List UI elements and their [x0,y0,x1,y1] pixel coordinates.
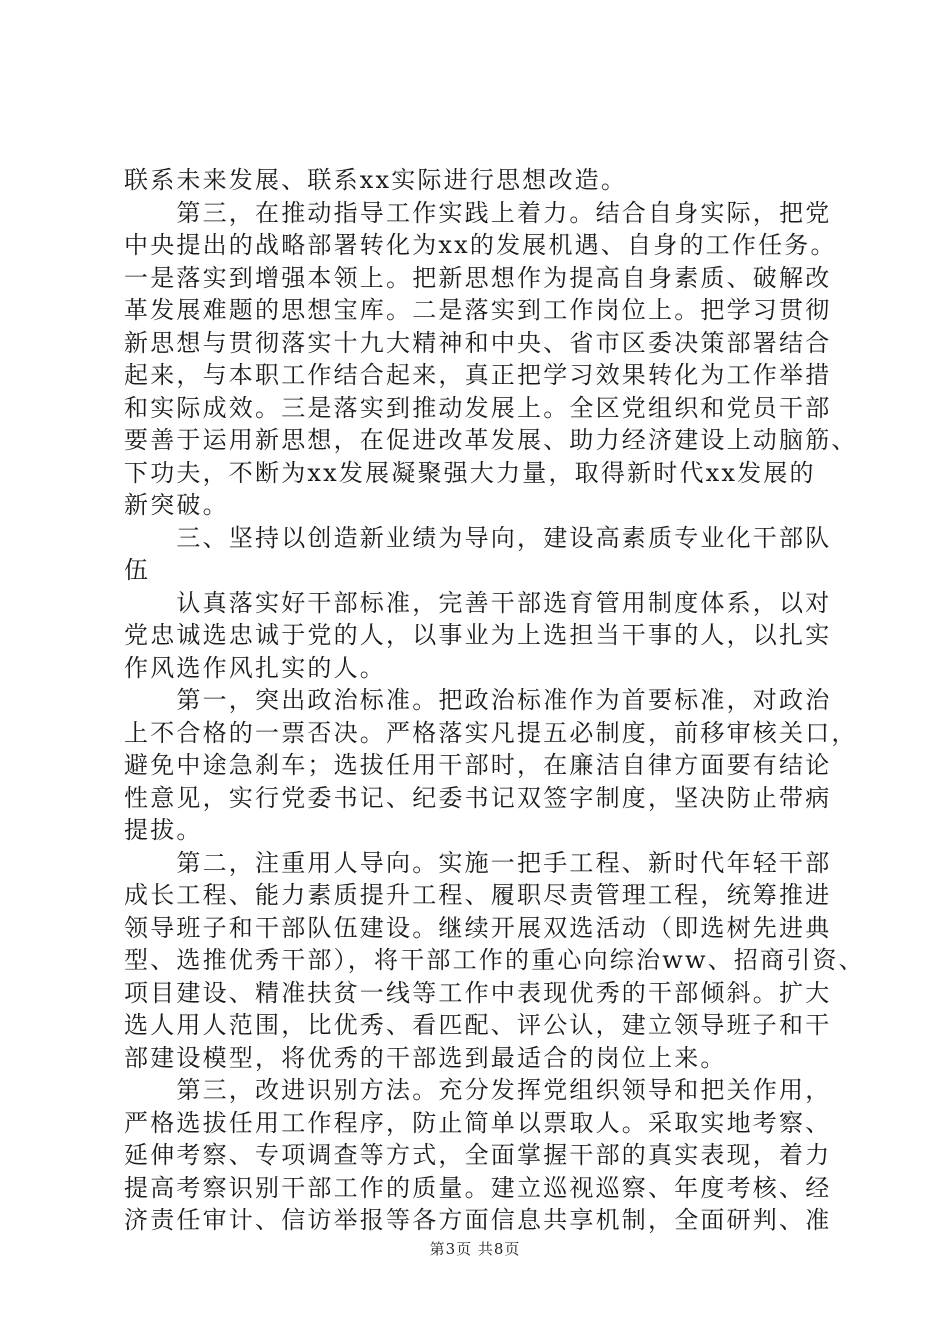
text-line: 下功夫，不断为xx发展凝聚强大力量，取得新时代xx发展的 [124,458,816,487]
text-line: 党忠诚选忠诚于党的人，以事业为上选担当干事的人，以扎实 [124,621,832,649]
text-line: 作风选作风扎实的人。 [124,653,386,682]
text-line: 型、选推优秀干部），将干部工作的重心向综治ww、招商引资、 [124,946,865,974]
text-line: 中央提出的战略部署转化为xx的发展机遇、自身的工作任务。 [124,231,837,259]
text-line: 起来，与本职工作结合起来，真正把学习效果转化为工作举措 [124,361,832,389]
body-text [124,164,865,1237]
text-line: 和实际成效。三是落实到推动发展上。全区党组织和党员干部 [124,393,832,422]
text-line: 领导班子和干部队伍建设。继续开展双选活动（即选树先进典 [124,913,832,942]
text-line: 第三，改进识别方法。充分发挥党组织领导和把关作用， [124,1076,832,1104]
text-line: 提拔。 [124,816,203,844]
text-line: 避免中途急刹车；选拔任用干部时，在廉洁自律方面要有结论 [124,751,832,779]
text-line: 第三，在推动指导工作实践上着力。结合自身实际，把党 [124,198,832,227]
text-line: 认真落实好干部标准，完善干部选育管用制度体系，以对 [124,588,832,617]
text-line: 延伸考察、专项调查等方式，全面掌握干部的真实表现，着力 [124,1141,832,1169]
text-line: 上不合格的一票否决。严格落实凡提五必制度，前移审核关口， [124,718,858,747]
section-heading-line: 三、坚持以创造新业绩为导向，建设高素质专业化干部队 [124,523,832,552]
text-line: 第二，注重用人导向。实施一把手工程、新时代年轻干部 [124,848,832,877]
text-line: 新突破。 [124,491,229,519]
text-line: 严格选拔任用工作程序，防止简单以票取人。采取实地考察、 [124,1108,832,1137]
text-line: 提高考察识别干部工作的质量。建立巡视巡察、年度考核、经 [124,1173,832,1202]
text-line: 选人用人范围，比优秀、看匹配、评公认，建立领导班子和干 [124,1011,832,1039]
text-line: 部建设模型，将优秀的干部选到最适合的岗位上来。 [124,1043,727,1072]
text-line: 济责任审计、信访举报等各方面信息共享机制，全面研判、准 [124,1206,832,1234]
text-line: 第一，突出政治标准。把政治标准作为首要标准，对政治 [124,686,832,714]
text-line: 新思想与贯彻落实十九大精神和中央、省市区委决策部署结合 [124,328,832,357]
text-line: 联系未来发展、联系xx实际进行思想改造。 [124,166,628,194]
text-line: 要善于运用新思想，在促进改革发展、助力经济建设上动脑筋、 [124,426,858,454]
text-line: 一是落实到增强本领上。把新思想作为提高自身素质、破解改 [124,263,832,292]
page-number-footer: 第3页 共8页 [429,1240,521,1258]
text-line: 成长工程、能力素质提升工程、履职尽责管理工程，统筹推进 [124,881,832,909]
text-line: 性意见，实行党委书记、纪委书记双签字制度，坚决防止带病 [124,783,832,812]
section-heading-line: 伍 [124,556,151,584]
text-line: 项目建设、精准扶贫一线等工作中表现优秀的干部倾斜。扩大 [124,978,832,1007]
text-line: 革发展难题的思想宝库。二是落实到工作岗位上。把学习贯彻 [124,296,832,324]
